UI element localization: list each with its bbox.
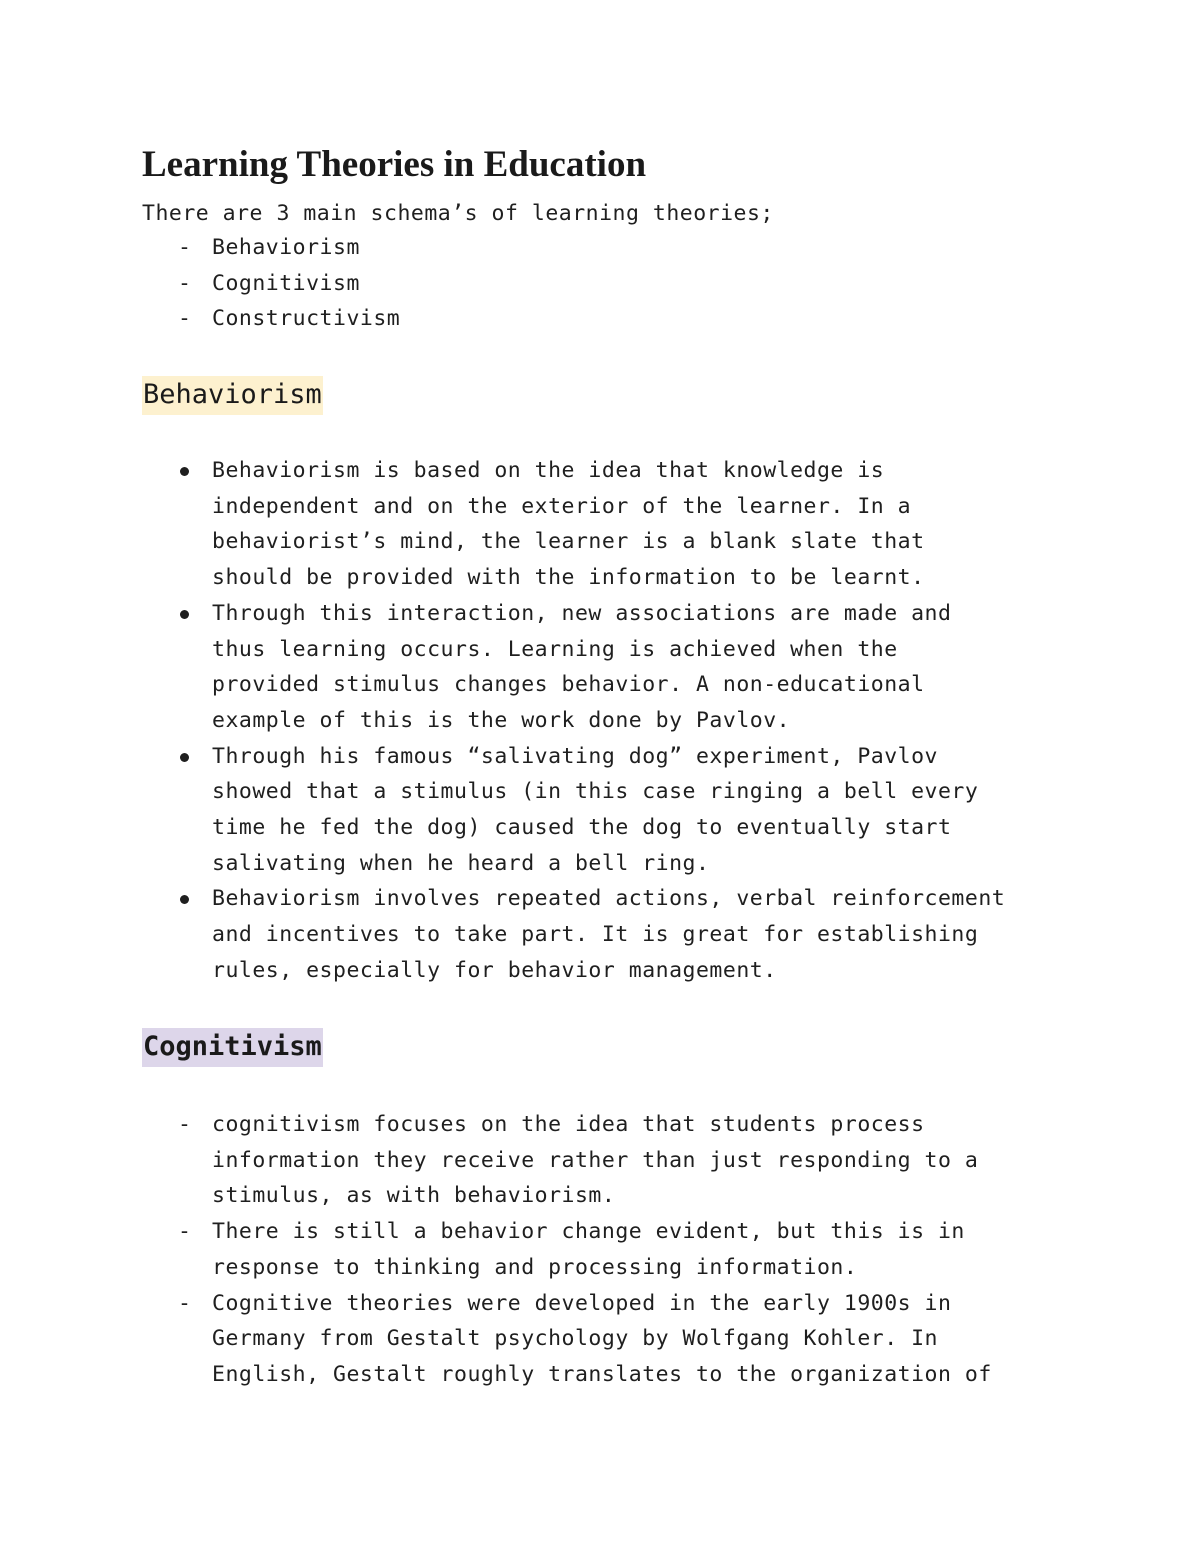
- dash-marker: -: [178, 1219, 192, 1245]
- text-line: stimulus, as with behaviorism.: [212, 1183, 616, 1209]
- theory-list: [142, 230, 1042, 337]
- text-line: There is still a behavior change evident, but this is in: [212, 1219, 965, 1245]
- text-line: response to thinking and processing information.: [212, 1254, 858, 1280]
- text-line: Behaviorism involves repeated actions, verbal reinforcement: [212, 886, 1006, 912]
- text-line: Through this interaction, new associations are made and: [212, 600, 952, 626]
- text-line: time he fed the dog) caused the dog to eventually start: [212, 815, 952, 841]
- text-line: behaviorist’s mind, the learner is a blank slate that: [212, 529, 925, 555]
- cognitivism-list: [142, 1107, 1082, 1393]
- dash-marker: -: [178, 1112, 192, 1137]
- dash-marker: -: [178, 235, 192, 260]
- intro-text: There are 3 main schema’s of learning theories;: [142, 201, 774, 226]
- list-item: [142, 596, 1082, 739]
- behaviorism-heading: Behaviorism: [142, 376, 323, 415]
- behaviorism-bullet-list: [142, 453, 1082, 989]
- text-line: Germany from Gestalt psychology by Wolfgang Kohler. In: [212, 1326, 938, 1352]
- list-item: [142, 230, 1042, 266]
- dash-marker: -: [178, 306, 192, 332]
- list-item: [142, 1214, 1082, 1285]
- list-item: [142, 739, 1082, 882]
- list-item-label: Behaviorism: [212, 235, 360, 260]
- text-line: rules, especially for behavior management.: [212, 957, 777, 983]
- text-line: Cognitive theories were developed in the early 1900s in: [212, 1290, 952, 1316]
- dash-marker: -: [178, 1290, 192, 1316]
- list-item-label: Cognitivism: [212, 270, 360, 296]
- text-line: showed that a stimulus (in this case ringing a bell every: [212, 779, 979, 805]
- text-line: example of this is the work done by Pavlov.: [212, 707, 791, 733]
- dash-marker: -: [178, 270, 192, 296]
- list-item: [142, 1286, 1082, 1393]
- text-line: and incentives to take part. It is great for establishing: [212, 922, 979, 948]
- text-line: provided stimulus changes behavior. A non-educational: [212, 672, 925, 698]
- bullet-dot-icon: [180, 753, 189, 762]
- text-line: should be provided with the information to be learnt.: [212, 565, 925, 591]
- text-line: Through his famous “salivating dog” experiment, Pavlov: [212, 743, 938, 769]
- text-line: salivating when he heard a bell ring.: [212, 850, 710, 876]
- text-line: Behaviorism is based on the idea that knowledge is: [212, 458, 885, 483]
- list-item: [142, 266, 1042, 302]
- text-line: thus learning occurs. Learning is achieved when the: [212, 636, 898, 662]
- bullet-dot-icon: [180, 610, 189, 619]
- text-line: English, Gestalt roughly translates to the organization of: [212, 1361, 992, 1387]
- list-item: [142, 453, 1082, 596]
- text-line: independent and on the exterior of the learner. In a: [212, 493, 912, 519]
- list-item: [142, 301, 1042, 337]
- list-item: [142, 1107, 1082, 1214]
- bullet-dot-icon: [180, 467, 189, 476]
- document-title: Learning Theories in Education: [142, 144, 647, 185]
- bullet-dot-icon: [180, 895, 189, 904]
- cognitivism-heading: Cognitivism: [142, 1028, 323, 1067]
- list-item: [142, 881, 1082, 988]
- text-line: information they receive rather than just responding to a: [212, 1147, 979, 1173]
- text-line: cognitivism focuses on the idea that students process: [212, 1112, 925, 1137]
- list-item-label: Constructivism: [212, 306, 401, 332]
